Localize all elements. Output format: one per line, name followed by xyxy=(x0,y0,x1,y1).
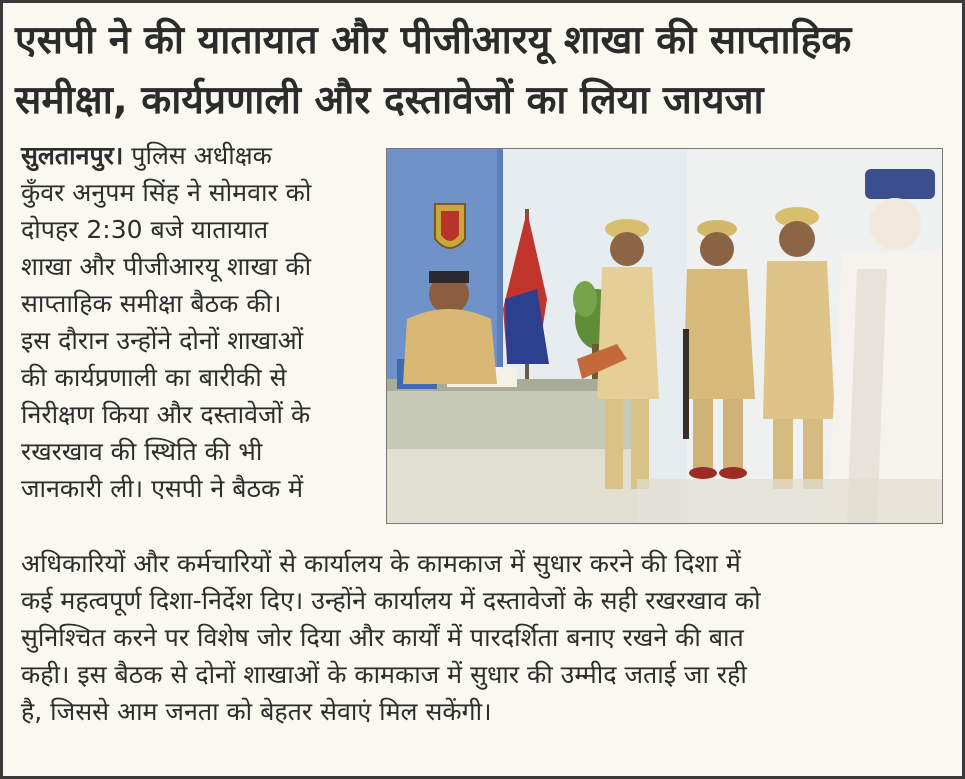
article-line: शाखा और पीजीआरयू शाखा की xyxy=(21,252,312,281)
article-line: की कार्यप्रणाली का बारीकी से xyxy=(21,363,287,392)
article-line: अधिकारियों और कर्मचारियों से कार्यालय के कामकाज में सुधार करने की दिशा में xyxy=(21,549,741,578)
article-line: है, जिससे आम जनता को बेहतर सेवाएं मिल सकेंगी। xyxy=(21,697,492,726)
article-line: दोपहर 2:30 बजे यातायात xyxy=(21,215,269,244)
article-line: निरीक्षण किया और दस्तावेजों के xyxy=(21,400,311,429)
article-line: साप्ताहिक समीक्षा बैठक की। xyxy=(21,289,282,318)
headline xyxy=(15,11,955,131)
article-line: कुँवर अनुपम सिंह ने सोमवार को xyxy=(21,178,312,207)
headline-line-1: एसपी ने की यातायात और पीजीआरयू शाखा की साप्ताहिक xyxy=(15,18,852,63)
article-line: जानकारी ली। एसपी ने बैठक में xyxy=(21,474,304,503)
dateline: सुलतानपुर। xyxy=(21,141,124,170)
police-emblem xyxy=(435,204,465,248)
article-line: कई महत्वपूर्ण दिशा-निर्देश दिए। उन्होंने कार्यालय में दस्तावेजों के सही रखरखाव को xyxy=(21,586,761,615)
headline-line-2: समीक्षा, कार्यप्रणाली और दस्तावेजों का लिया जायजा xyxy=(15,78,764,123)
article-line: सुनिश्चित करने पर विशेष जोर दिया और कार्यों में पारदर्शिता बनाए रखने की बात xyxy=(21,623,744,652)
article-line-text: पुलिस अधीक्षक xyxy=(123,141,272,170)
photo-illustration xyxy=(387,149,943,524)
article-line xyxy=(21,137,383,174)
article-full-width-text xyxy=(21,545,951,730)
article-line: इस दौरान उन्होंने दोनों शाखाओं xyxy=(21,326,304,355)
article-line: कही। इस बैठक से दोनों शाखाओं के कामकाज में सुधार की उम्मीद जताई जा रही xyxy=(21,660,747,689)
news-photo xyxy=(386,148,943,524)
article-column-text xyxy=(21,137,383,507)
article-line: रखरखाव की स्थिति की भी xyxy=(21,437,263,466)
